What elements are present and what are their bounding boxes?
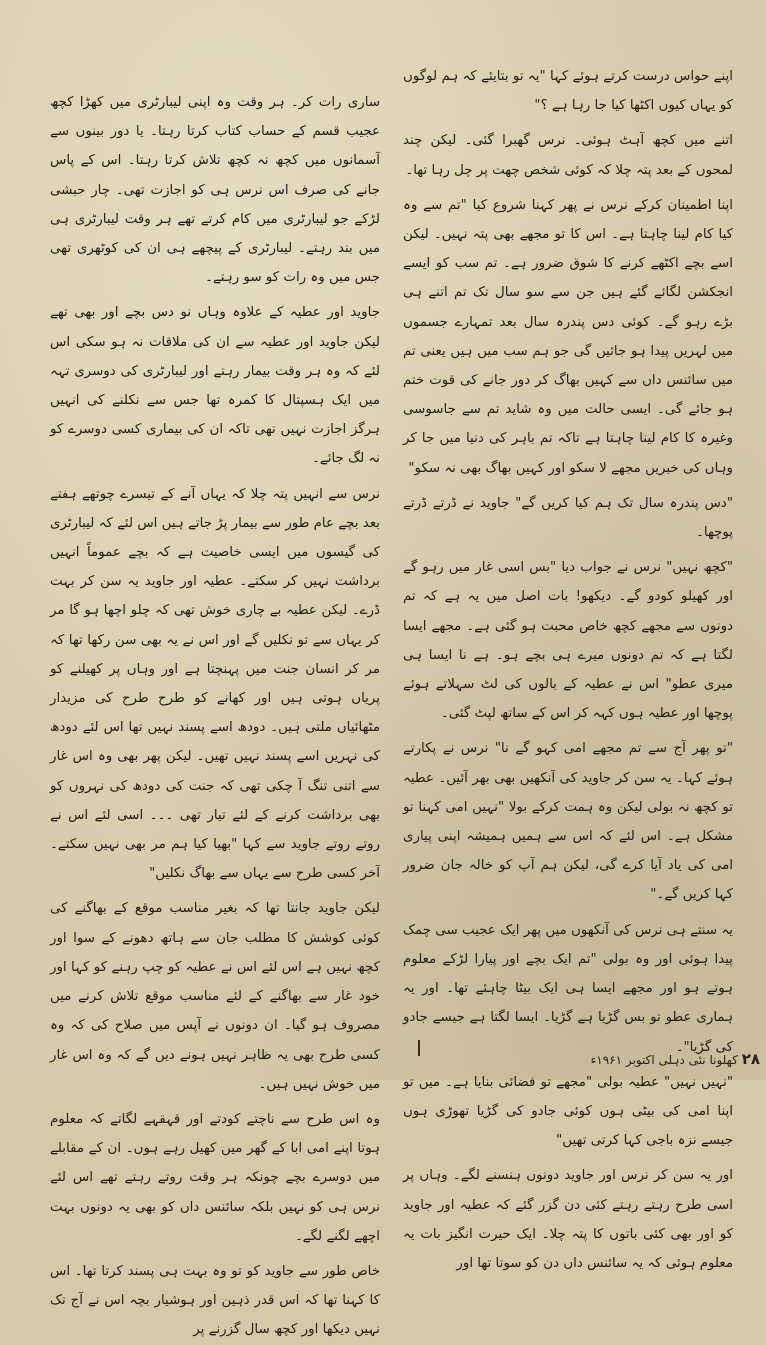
paragraph: جاوید اور عطیہ کے علاوہ وہاں نو دس بچے اور بھی تھے لیکن جاوید اور عطیہ سے ان کی ملاقات نہ ہو سکی اس لئے کہ وہ ہر وقت بیمار رہتے اور لیبارٹری کی دوسری تہہ میں ایک ہسپتال کا کمرہ تھا جس سے نکلنے کی انہیں ہرگز اجازت نہیں تھی تاکہ ان کی بیماری کسی دوسرے کو نہ لگ جائے۔ [50,305,380,467]
column-divider [383,70,384,1030]
paragraph: لیکن جاوید جانتا تھا کہ بغیر مناسب موقع کے بھاگنے کی کوئی کوشش کا مطلب جان سے ہاتھ دھونے کے سوا اور کچھ نہیں ہے اس لئے اس نے عطیہ کو چپ رہنے کو کہا اور خود غار سے بھاگنے کے لئے مناسب موقع تلاش کرنے میں مصروف ہو گیا۔ ان دونوں نے آپس میں صلاح کی کہ وہ کسی طرح بھی یہ ظاہر نہیں ہونے دیں گے کہ وہ اس غار میں خوش نہیں ہیں۔ [50,901,380,1092]
publication-line: کھلونا نئی دہلی اکتوبر ۱۹۶۱ء [590,1053,738,1067]
paragraph: نرس سے انہیں پتہ چلا کہ یہاں آنے کے تیسرے چوتھے ہفتے بعد بچے عام طور سے بیمار پڑ جاتے ہیں اس لئے کہ لیبارٹری کی گیسوں میں ایسی خاصیت ہے کہ بچے عموماً انہیں برداشت نہیں کر سکتے۔ عطیہ اور جاوید یہ سن کر بہت ڈرے۔ لیکن عطیہ بے چاری خوش تھی کہ چلو اچھا ہو گا مر کر یہاں سے تو نکلیں گے اور اس نے یہ بھی سن رکھا تھا کہ مر کر انسان جنت میں پہنچتا ہے اور وہاں پر کھیلنے کو پریاں ہوتی ہیں اور کھانے کو طرح طرح کی مزیدار مٹھائیاں ملتی ہیں۔ دودھ اسے پسند نہیں تھا اس لئے دودھ کی نہریں اسے پسند نہیں تھیں۔ لیکن پھر بھی وہ اس غار سے اتنی تنگ آ چکی تھی کہ جنت کی دودھ کی نہروں کو بھی برداشت کرنے کے لئے تیار تھی ۔۔۔ اسی لئے اس نے روتے روتے جاوید سے کہا "بھیا کیا ہم مر بھی نہیں سکتے۔ آخر کسی طرح سے یہاں سے بھاگ نکلیں" [50,486,380,882]
paragraph: اپنا اطمینان کرکے نرس نے پھر کہنا شروع کیا "تم سے وہ کیا کام لینا چاہتا ہے۔ اس کا تو مجھے بھی پتہ نہیں۔ لیکن اسے بچے اکٹھے کرنے کا شوق ضرور ہے۔ تم سب کو ایسے انجکشن لگائے گئے ہیں جن سے سو سال تک تم اتنے ہی بڑے رہو گے۔ کوئی دس پندرہ سال بعد تمہارے جسموں میں لہریں پیدا ہو جائیں گی جو ہم سب میں ہیں یعنی تم میں سائنس داں سے کہیں بھاگ کر دور جانے کی قوت ختم ہو جائے گی۔ ایسی حالت میں وہ شاید تم سے جاسوسی وغیرہ کا کام لینا چاہتا ہے تاکہ تم باہر کی دنیا میں جا کر وہاں کی خبریں مجھے لا سکو اور کہیں بھاگ بھی نہ سکو" [403,197,733,476]
paragraph: "تو پھر آج سے تم مجھے امی کہو گے نا" نرس نے پکارتے ہوئے کہا۔ یہ سن کر جاوید کی آنکھیں بھی بھر آئیں۔ عطیہ تو کچھ نہ بولی لیکن وہ ہمت کرکے بولا "نہیں امی کہنا تو مشکل ہے۔ اس لئے کہ اس سے ہمیں ہمیشہ اپنی پیاری امی کی یاد آیا کرے گی، لیکن ہم آپ کو خالہ جان ضرور کہا کریں گے۔" [403,741,733,903]
paragraph: اپنے حواس درست کرتے ہوئے کہا "یہ تو بتایئے کہ ہم لوگوں کو یہاں کیوں اکٹھا کیا جا رہا ہے ؟" [403,69,733,114]
paragraph: اتنے میں کچھ آہٹ ہوئی۔ نرس گھبرا گئی۔ لیکن چند لمحوں کے بعد پتہ چلا کہ کوئی شخص چھت پر چل رہا تھا۔ [403,133,733,178]
left-text-column [50,88,380,1338]
paragraph: "نہیں نہیں" عطیہ بولی "مجھے تو فضائی بنایا ہے۔ میں تو اپنا امی کی بیٹی ہوں کوئی جادو کی گڑیا تھوڑی ہوں جیسے نزہ باجی کہا کرتی تھیں" [403,1074,733,1149]
paragraph: "کچھ نہیں" نرس نے جواب دیا "بس اسی غار میں رہو گے اور کھیلو کودو گے۔ دیکھو! بات اصل میں یہ ہے کہ تم دونوں سے مجھے کچھ خاص محبت ہو گئی ہے۔ مجھے ایسا لگتا ہے کہ تم دونوں میرے ہی بچے ہو۔ ہے نا ایسا ہی میری عطو" اس نے عطیہ کے بالوں کی لٹ سہلاتے ہوئے پوچھا اور عطیہ ہوں کہہ کر اس کے ساتھ لپٹ گئی۔ [403,560,733,722]
paragraph: اور یہ سن کر نرس اور جاوید دونوں ہنسنے لگے۔ وہاں پر اسی طرح رہتے رہتے کئی دن گزر گئے کہ عطیہ اور جاوید کو اور بھی کئی باتوں کا پتہ چلا۔ ایک حیرت انگیز بات یہ معلوم ہوئی کہ یہ سائنس داں دن کو سوتا تھا اور [403,1168,733,1271]
page-bottom-mark [418,1040,420,1056]
paragraph: وہ اس طرح سے ناچتے کودتے اور قہقہے لگاتے کہ معلوم ہوتا اپنے امی ابا کے گھر میں کھیل رہے ہوں۔ ان کے مقابلے میں دوسرے بچے چونکہ ہر وقت روتے رہتے تھے اس لئے نرس ہی کو نہیں بلکہ سائنس داں کو بھی یہ دونوں بہت اچھے لگنے لگے۔ [50,1111,380,1244]
paragraph: "دس پندرہ سال تک ہم کیا کریں گے" جاوید نے ڈرتے ڈرتے پوچھا۔ [403,495,733,541]
paragraph: ساری رات کر۔ ہر وقت وہ اپنی لیبارٹری میں کھڑا کچھ عجیب قسم کے حساب کتاب کرتا رہتا۔ یا دور بینوں سے آسمانوں میں کچھ نہ کچھ تلاش کرتا رہتا۔ اس کے پاس جانے کی صرف اس نرس ہی کو اجازت تھی۔ چار حبشی لڑکے جو لیبارٹری میں کام کرتے تھے ہر وقت لیبارٹری ہی میں بند رہتے۔ لیبارٹری کے پیچھے ہی ان کی کوٹھری تھی جس میں وہ رات کو سو رہتے۔ [50,95,380,286]
paragraph: یہ سنتے ہی نرس کی آنکھوں میں پھر ایک عجیب سی چمک پیدا ہوئی اور وہ بولی "تم ایک بچے اور پیارا لڑکے معلوم ہوتے ہو اور مجھے ایسا ہی ایک بیٹا چاہئے تھا۔ اور یہ ہماری عطو تو بس گڑیا ہے گڑیا۔ ایسا لگتا ہے جیسے جادو کی گڑیا"۔ [403,922,733,1055]
page-number: ۲۸ [741,1050,760,1068]
paragraph: خاص طور سے جاوید کو تو وہ بہت ہی پسند کرتا تھا۔ اس کا کہنا تھا کہ اس قدر ذہین اور ہوشیار بچہ اس نے آج تک نہیں دیکھا اور کچھ سال گزرنے پر [50,1263,380,1338]
page-footer [590,1048,760,1070]
